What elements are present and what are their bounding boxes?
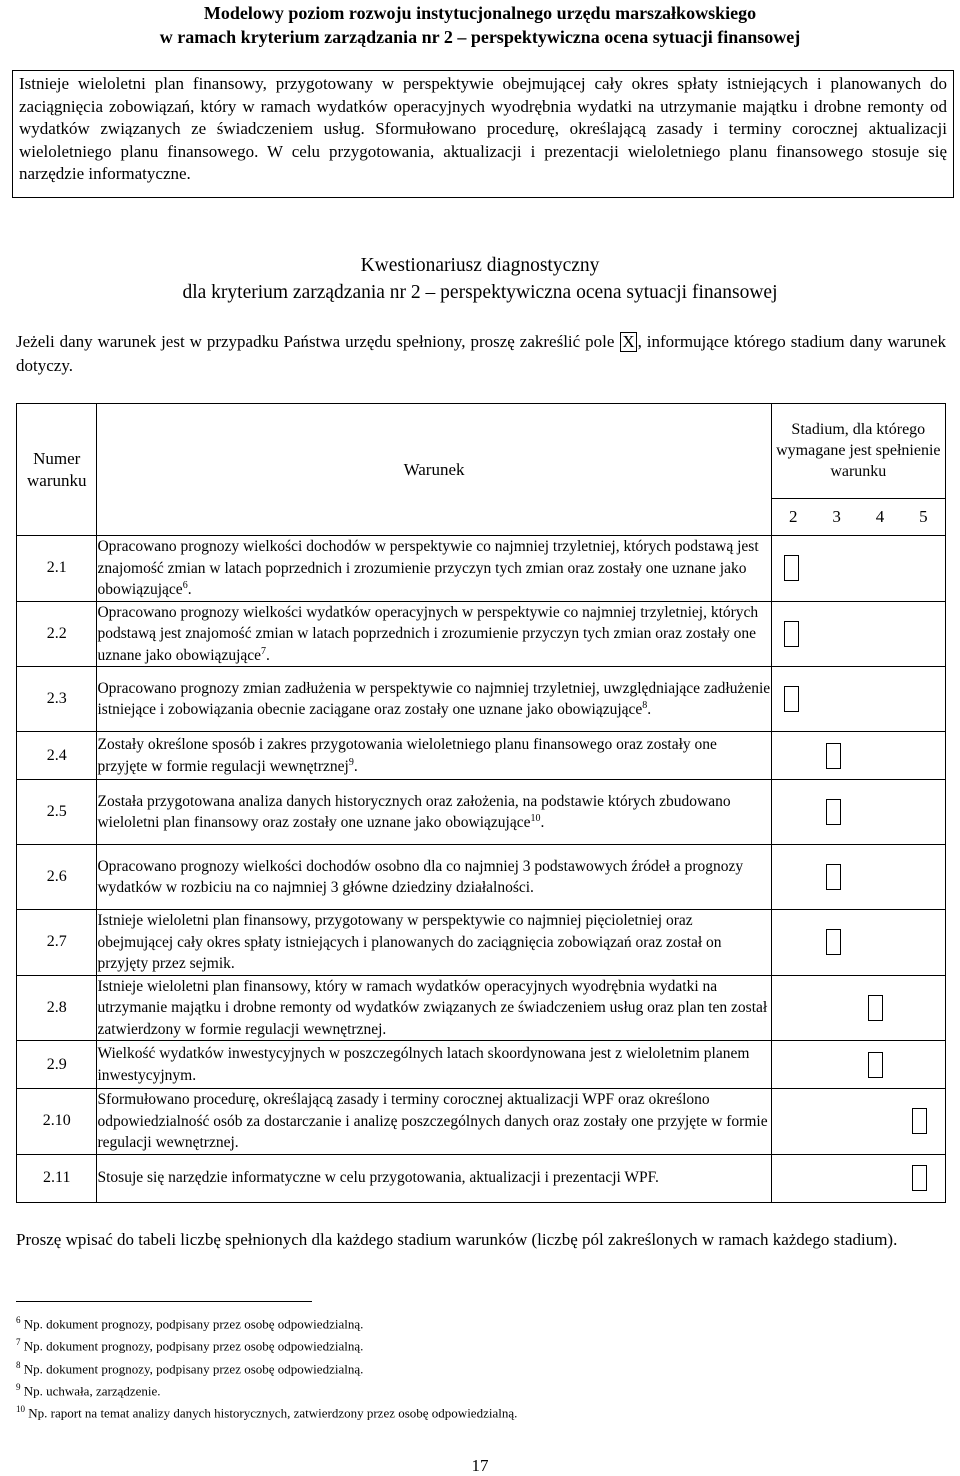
page-number: 17 <box>471 1456 489 1475</box>
instruction-before: Jeżeli dany warunek jest w przypadku Państwa urzędu spełniony, proszę zakreślić pole <box>16 332 620 351</box>
stage-3-checkbox[interactable] <box>826 743 841 769</box>
stage-3-label: 3 <box>832 506 841 526</box>
stage-3-checkbox[interactable] <box>826 929 841 955</box>
condition-number: 2.5 <box>17 780 97 845</box>
stage-checkbox-cell <box>771 1089 945 1155</box>
after-table-instruction: Proszę wpisać do tabeli liczbę spełnionych dla każdego stadium warunków (liczbę pól zakreślonych w ramach każdego stadium). <box>16 1230 898 1249</box>
condition-text-cell <box>97 780 771 845</box>
footnotes <box>16 1311 916 1423</box>
stage-5-checkbox[interactable] <box>912 1165 927 1191</box>
condition-text-cell <box>97 910 771 976</box>
condition-text-end: . <box>266 646 270 664</box>
model-level-description-box <box>12 70 954 198</box>
footnote-number: 9 <box>16 1381 21 1392</box>
stage-2-checkbox[interactable] <box>784 621 799 647</box>
stage-2-checkbox[interactable] <box>784 686 799 712</box>
stage-5-checkbox[interactable] <box>912 1108 927 1134</box>
condition-text-cell <box>97 601 771 667</box>
footnote <box>16 1333 916 1355</box>
table-row <box>17 910 946 976</box>
table-row <box>17 536 946 602</box>
stage-3-checkbox[interactable] <box>826 799 841 825</box>
stage-checkbox-cell <box>771 1041 945 1089</box>
table-row <box>17 1041 946 1089</box>
footnote-ref: 9 <box>348 756 354 768</box>
stage-checkbox-cell <box>771 601 945 667</box>
footnote-text: Np. dokument prognozy, podpisany przez osobę odpowiedzialną. <box>23 1338 364 1354</box>
condition-number: 2.10 <box>17 1089 97 1155</box>
condition-text-cell <box>97 845 771 910</box>
table-row <box>17 732 946 780</box>
condition-text-cell <box>97 536 771 602</box>
questionnaire-title-line-1: Kwestionariusz diagnostyczny <box>360 255 600 276</box>
condition-text-cell <box>97 975 771 1041</box>
header-stage: Stadium, dla którego wymagane jest spełnienie warunku <box>771 404 945 499</box>
condition-text-cell <box>97 1089 771 1155</box>
document-header <box>0 0 960 49</box>
condition-text-end: . <box>540 814 545 831</box>
condition-number: 2.9 <box>17 1041 97 1089</box>
stage-4-checkbox[interactable] <box>868 995 883 1021</box>
conditions-table <box>16 403 946 1203</box>
condition-text: Istnieje wieloletni plan finansowy, który w ramach wydatków operacyjnych wyodrębnia wydatki na utrzymanie majątku i drobne remonty od wydatków związanych ze świadczeniem usług oraz plan ten został zatwierdzony w formie regulacji wewnętrznej. <box>97 977 768 1038</box>
stage-checkbox-cell <box>771 732 945 780</box>
condition-text: Wielkość wydatków inwestycyjnych w poszczególnych latach skoordynowana jest z wieloletnim planem inwestycyjnym. <box>97 1045 750 1084</box>
condition-text: Opracowano prognozy wielkości dochodów w perspektywie co najmniej trzyletniej, których podstawą jest znajomość zmian w latach poprzednich i zrozumienie przyczyn tych zmian oraz zostały one uznane jako obowiązujące <box>97 538 759 598</box>
stage-3-checkbox[interactable] <box>826 864 841 890</box>
condition-number: 2.7 <box>17 910 97 976</box>
stage-checkbox-cell <box>771 1154 945 1202</box>
condition-number: 2.1 <box>17 536 97 602</box>
condition-text: Sformułowano procedurę, określającą zasady i terminy corocznej aktualizacji WPF oraz określono odpowiedzialność osób za dostarczanie i analizę poszczególnych danych oraz zostały one przyjęte w formie regulacji wewnętrznej. <box>97 1091 768 1151</box>
stage-checkbox-cell <box>771 780 945 845</box>
table-row <box>17 1089 946 1155</box>
condition-text: Stosuje się narzędzie informatyczne w celu przygotowania, aktualizacji i prezentacji WPF. <box>97 1169 659 1187</box>
footnote <box>16 1378 916 1400</box>
table-row <box>17 845 946 910</box>
footnote-ref: 6 <box>182 579 188 591</box>
table-row <box>17 975 946 1041</box>
footnote <box>16 1400 916 1422</box>
condition-number: 2.3 <box>17 667 97 732</box>
stage-4-checkbox[interactable] <box>868 1052 883 1078</box>
stage-5-label: 5 <box>919 506 928 526</box>
condition-text: Istnieje wieloletni plan finansowy, przygotowany w perspektywie co najmniej pięcioletniej oraz obejmującej cały okres spłaty istniejących i planowanych do zaciągnięcia zobowiązań oraz został on przyjęty przez sejmik. <box>97 912 722 972</box>
footnote-number: 8 <box>16 1359 21 1370</box>
stage-2-label: 2 <box>789 506 798 526</box>
footnote-number: 10 <box>16 1404 25 1415</box>
footnote <box>16 1311 916 1333</box>
stage-checkbox-cell <box>771 667 945 732</box>
footnote-text: Np. dokument prognozy, podpisany przez osobę odpowiedzialną. <box>23 1316 364 1332</box>
questionnaire-title-line-2: dla kryterium zarządzania nr 2 – perspektywiczna ocena sytuacji finansowej <box>182 282 778 303</box>
stage-4-label: 4 <box>875 506 885 526</box>
condition-text: Została przygotowana analiza danych historycznych oraz założenia, na podstawie których zbudowano wieloletni plan finansowy oraz zostały one uznane jako obowiązujące <box>97 792 731 831</box>
footnote-text: Np. raport na temat analizy danych historycznych, zatwierdzony przez osobę odpowiedzialną. <box>28 1405 518 1421</box>
footnote-number: 7 <box>16 1337 21 1348</box>
footnote-separator <box>16 1301 312 1302</box>
condition-text-end: . <box>353 757 358 775</box>
stage-checkbox-cell <box>771 845 945 910</box>
footnote <box>16 1356 916 1378</box>
footnote-text: Np. dokument prognozy, podpisany przez osobę odpowiedzialną. <box>23 1360 364 1376</box>
instruction-after: , informujące którego stadium dany warunek dotyczy. <box>16 332 946 375</box>
condition-text: Opracowano prognozy zmian zadłużenia w perspektywie co najmniej trzyletniej, uwzględniające zadłużenie istniejące i zobowiązania obecnie zaciągane oraz zostały one uznane jako obowiązujące <box>97 679 771 718</box>
condition-text-cell <box>97 667 771 732</box>
table-row <box>17 780 946 845</box>
stage-2-checkbox[interactable] <box>784 555 799 581</box>
footnote-text: Np. uchwała, zarządzenie. <box>23 1383 161 1399</box>
header-line-1: Modelowy poziom rozwoju instytucjonalnego urzędu marszałkowskiego <box>203 3 757 23</box>
footnote-ref: 7 <box>261 645 267 657</box>
header-line-2: w ramach kryterium zarządzania nr 2 – perspektywiczna ocena sytuacji finansowej <box>159 27 801 47</box>
condition-text: Opracowano prognozy wielkości wydatków operacyjnych w perspektywie co najmniej trzyletniej, których podstawą jest znajomość zmian w latach poprzednich i zrozumienie przyczyn tych zmian oraz zostały one uznane jako obowiązujące <box>97 603 759 664</box>
model-level-description: Istnieje wieloletni plan finansowy, przygotowany w perspektywie obejmującej cały okres spłaty istniejących i planowanych do zaciągnięcia zobowiązań, który w ramach wydatków operacyjnych wyodrębnia wydatki na utrzymanie majątku i drobne remonty od wydatków związanych ze świadczeniem usług. Sformułowano procedurę, określającą zasady i terminy corocznej aktualizacji wieloletniego planu finansowego. W celu przygotowania, aktualizacji i prezentacji wieloletniego planu finansowego stosuje się narzędzie informatyczne. <box>19 74 947 183</box>
condition-number: 2.11 <box>17 1154 97 1202</box>
footnote-ref: 8 <box>642 699 648 711</box>
header-number: Numer warunku <box>17 404 97 536</box>
questionnaire-title <box>0 252 960 306</box>
stage-numbers-cell <box>771 498 945 535</box>
table-row <box>17 601 946 667</box>
stage-checkbox-cell <box>771 536 945 602</box>
table-row <box>17 1154 946 1202</box>
footnote-ref: 10 <box>530 812 541 824</box>
condition-number: 2.2 <box>17 601 97 667</box>
x-mark-sample: X <box>622 332 635 351</box>
condition-text-end: . <box>187 581 192 598</box>
table-row <box>17 667 946 732</box>
condition-text-cell <box>97 1041 771 1089</box>
condition-number: 2.6 <box>17 845 97 910</box>
condition-text-end: . <box>647 701 652 718</box>
header-condition: Warunek <box>97 404 771 536</box>
condition-number: 2.8 <box>17 975 97 1041</box>
condition-text-cell <box>97 732 771 780</box>
table-header-row <box>17 404 946 499</box>
stage-numbers <box>772 507 945 527</box>
condition-text-cell <box>97 1154 771 1202</box>
stage-checkbox-cell <box>771 975 945 1041</box>
stage-checkbox-cell <box>771 910 945 976</box>
footnote-number: 6 <box>16 1315 21 1325</box>
condition-text: Opracowano prognozy wielkości dochodów osobno dla co najmniej 3 podstawowych źródeł a prognozy wydatków w rozbiciu na co najmniej 3 główne dziedziny działalności. <box>97 857 744 896</box>
condition-text: Zostały określone sposób i zakres przygotowania wieloletniego planu finansowego oraz zostały one przyjęte w formie regulacji wewnętrznej <box>97 736 717 775</box>
condition-number: 2.4 <box>17 732 97 780</box>
instruction-text <box>16 330 946 378</box>
